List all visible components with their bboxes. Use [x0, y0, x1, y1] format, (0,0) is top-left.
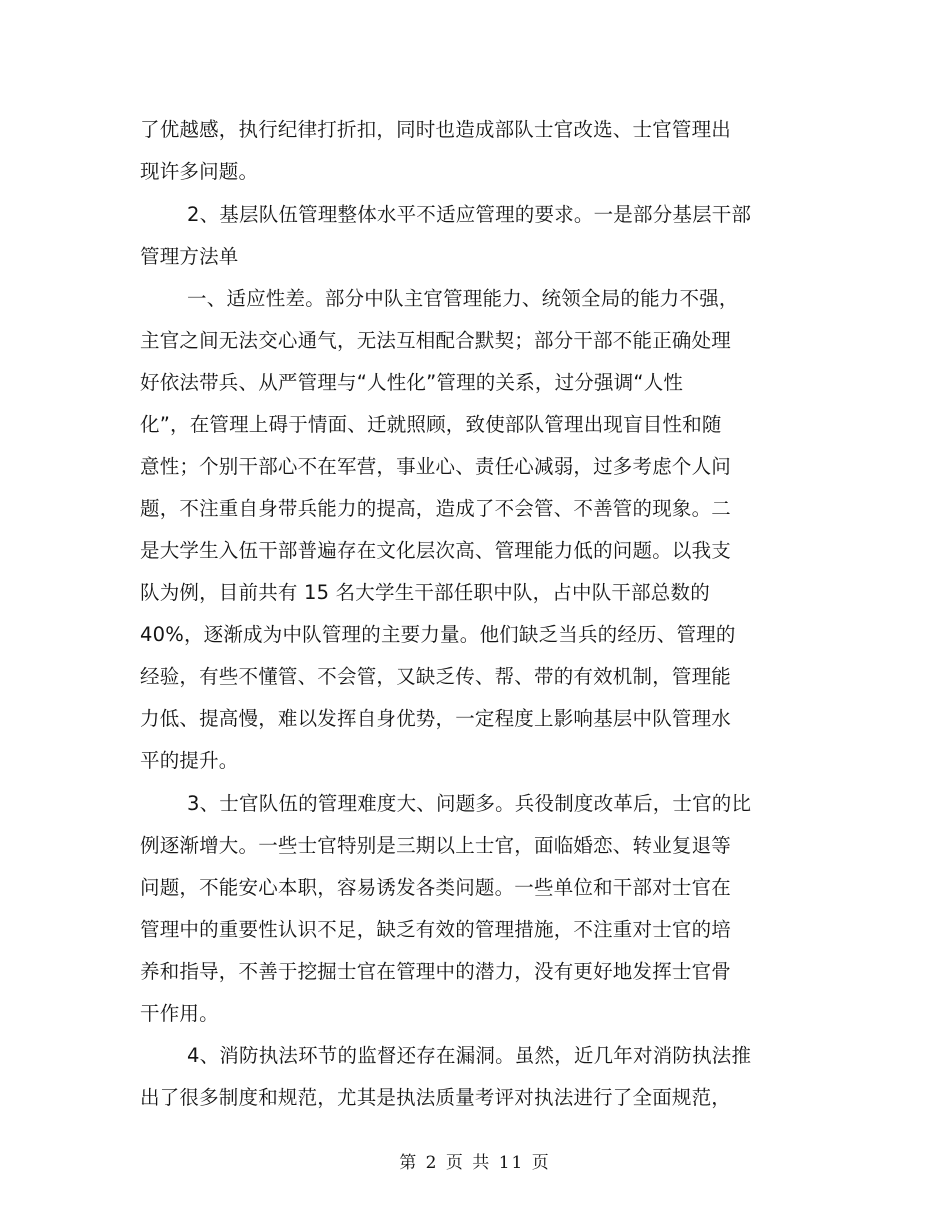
text-line: 平的提升。 — [140, 749, 239, 772]
text-line: 管理中的重要性认识不足，缺乏有效的管理措施，不注重对士官的培 — [140, 918, 732, 941]
paragraph-4-start: 4、消防执法环节的监督还存在漏洞。虽然，近几年对消防执法推 — [187, 1044, 752, 1067]
text-line: 化”，在管理上碍于情面、迁就照顾，致使部队管理出现盲目性和随 — [140, 413, 722, 436]
page-footer: 第 2 页 共 11 页 — [399, 1153, 551, 1173]
text-line: 现许多问题。 — [140, 160, 259, 183]
text-line: 养和指导，不善于挖掘士官在管理中的潜力，没有更好地发挥士官骨 — [140, 960, 732, 983]
text-line: 例逐渐增大。一些士官特别是三期以上士官，面临婚恋、转业复退等 — [140, 834, 732, 857]
paragraph-2-start: 2、基层队伍管理整体水平不适应管理的要求。一是部分基层干部 — [187, 203, 752, 226]
text-line: 队为例，目前共有 15 名大学生干部任职中队，占中队干部总数的 — [140, 581, 710, 604]
text-line: 干作用。 — [140, 1002, 219, 1025]
text-line: 40%，逐渐成为中队管理的主要力量。他们缺乏当兵的经历、管理的 — [140, 623, 736, 646]
text-line: 好依法带兵、从严管理与“人性化”管理的关系，过分强调“人性 — [140, 371, 684, 394]
paragraph-section-one-start: 一、适应性差。部分中队主官管理能力、统领全局的能力不强， — [187, 287, 739, 310]
text-line: 问题，不能安心本职，容易诱发各类问题。一些单位和干部对士官在 — [140, 876, 732, 899]
text-line: 主官之间无法交心通气，无法互相配合默契；部分干部不能正确处理 — [140, 329, 732, 352]
text-line: 出了很多制度和规范，尤其是执法质量考评对执法进行了全面规范， — [140, 1086, 732, 1109]
text-line: 了优越感，执行纪律打折扣，同时也造成部队士官改选、士官管理出 — [140, 118, 732, 141]
text-line: 管理方法单 — [140, 245, 239, 268]
text-line: 题，不注重自身带兵能力的提高，造成了不会管、不善管的现象。二 — [140, 497, 732, 520]
text-line: 经验，有些不懂管、不会管，又缺乏传、帮、带的有效机制，管理能 — [140, 665, 732, 688]
paragraph-3-start: 3、士官队伍的管理难度大、问题多。兵役制度改革后，士官的比 — [187, 792, 752, 815]
text-line: 是大学生入伍干部普遍存在文化层次高、管理能力低的问题。以我支 — [140, 539, 732, 562]
text-line: 意性；个别干部心不在军营，事业心、责任心减弱，过多考虑个人问 — [140, 455, 732, 478]
text-line: 力低、提高慢，难以发挥自身优势，一定程度上影响基层中队管理水 — [140, 707, 732, 730]
